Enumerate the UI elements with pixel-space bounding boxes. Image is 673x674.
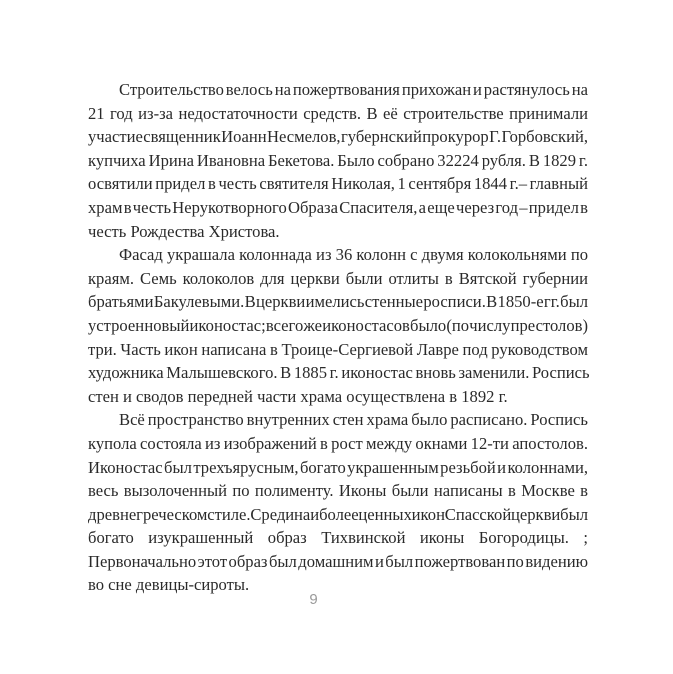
text-line: освятили придел в честь святителя Николая, 1 сентября 1844 г.– главный — [88, 174, 588, 194]
text-line: Строительство велось на пожертвования прихожан и растянулось на — [119, 80, 588, 99]
text-line: Иконостас был трехъярусным, богато украшенным резьбой и колоннами, — [88, 457, 588, 477]
text-line: братьями Бакулевыми. В церкви имелись стенные росписи. В 1850-е гг. был — [88, 292, 588, 312]
text-line: древнегреческом стиле. Среди наиболее ценных икон Спасской церкви был — [88, 504, 588, 524]
text-line: храм в честь Нерукотворного Образа Спасителя, а еще через год – придел в — [88, 197, 588, 217]
text-line: богато изукрашенный образ Тихвинской иконы Богородицы. ; — [88, 528, 588, 548]
text-line: купола состояла из изображений в рост между окнами 12-ти апостолов. — [88, 433, 588, 453]
text-line: во сне девицы-сироты. — [88, 575, 250, 595]
page-number — [0, 591, 673, 608]
text-line: купчиха Ирина Ивановна Бекетова. Было собрано 32224 рубля. В 1829 г. — [88, 150, 588, 170]
text-line: краям. Семь колоколов для церкви были отлиты в Вятской губернии — [88, 268, 588, 288]
paragraph-2 — [88, 243, 588, 408]
text-line: весь вызолоченный по полименту. Иконы были написаны в Москве в — [88, 481, 588, 501]
text-line: 21 год из-за недостаточности средств. В её строительстве принимали — [88, 103, 588, 123]
text-line: участие священник Иоанн Несмелов, губернский прокурор Г. Горбовский, — [88, 127, 588, 147]
text-line: Всё пространство внутренних стен храма было расписано. Роспись — [119, 410, 588, 430]
text-line: художника Малышевского. В 1885 г. иконостас вновь заменили. Роспись — [88, 363, 590, 383]
paragraph-3 — [88, 408, 588, 597]
text-line: три. Часть икон написана в Троице-Сергиевой Лавре под руководством — [88, 339, 588, 359]
text-line: стен и сводов передней части храма осуществлена в 1892 г. — [88, 386, 508, 406]
paragraph-1 — [88, 78, 588, 243]
text-line: Первоначально этот образ был домашним и был пожертвован по видению — [88, 551, 588, 571]
text-line: честь Рождества Христова. — [88, 221, 280, 241]
body-text — [88, 78, 588, 597]
page-number-text: 9 — [309, 591, 318, 608]
text-line: Фасад украшала колоннада из 36 колонн с двумя колокольнями по — [119, 245, 588, 265]
text-line: устроен новый иконостас; всего же иконостасов было (по числу престолов) — [88, 315, 588, 335]
